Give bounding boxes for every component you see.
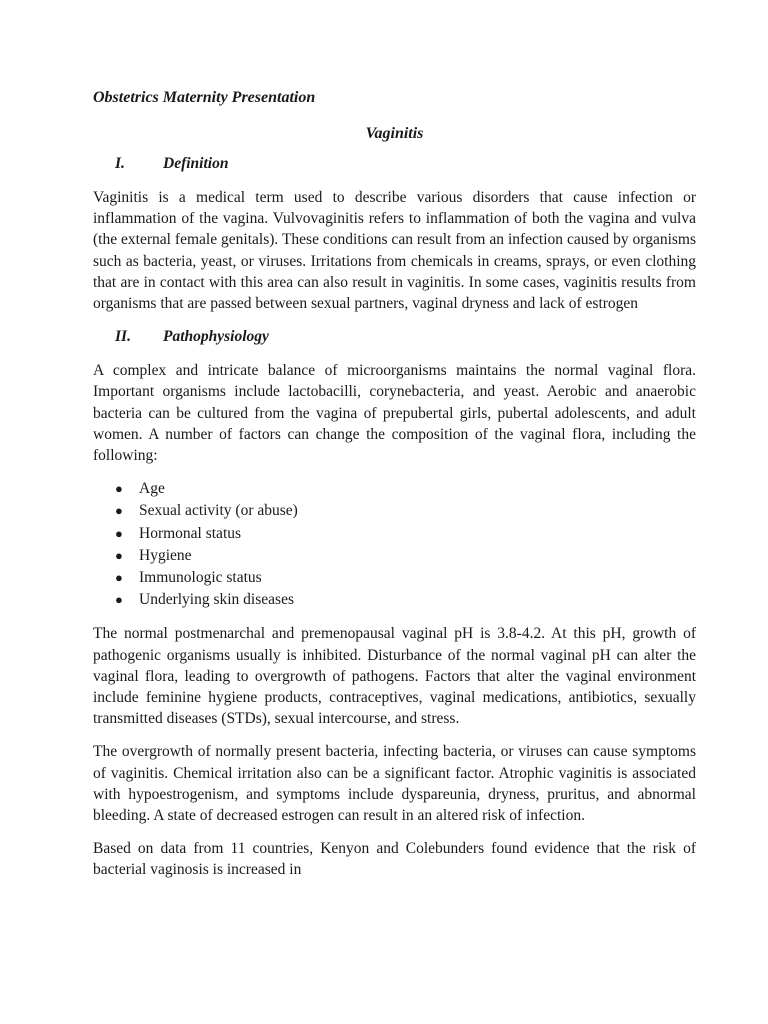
list-item: ● Immunologic status [115, 567, 696, 589]
bullet-icon: ● [115, 547, 123, 563]
list-item: ● Sexual activity (or abuse) [115, 500, 696, 522]
kenyon-colebunders-paragraph: Based on data from 11 countries, Kenyon and Colebunders found evidence that the risk of bacterial vaginosis is increased in [93, 840, 696, 879]
vaginal-ph-paragraph: The normal postmenarchal and premenopausal vaginal pH is 3.8-4.2. At this pH, growth of pathogenic organisms usually is inhibited. Disturbance of the normal vaginal pH can alter the vaginal flora, leading to overgrowth of pathogens. Factors that alter the vaginal environment include feminine hygiene products, contraceptives, vaginal medications, antibiotics, sexually transmitted diseases (STDs), sexual intercourse, and stress. [93, 625, 696, 728]
section-heading-definition [93, 153, 696, 175]
bullet-icon: ● [115, 592, 123, 608]
bullet-icon: ● [115, 570, 123, 586]
factors-list [93, 478, 696, 611]
list-item: ● Hormonal status [115, 523, 696, 545]
page-title: Vaginitis [365, 125, 424, 142]
bullet-icon: ● [115, 503, 123, 519]
section-heading-text: Pathophysiology [163, 328, 269, 346]
pathophysiology-intro-paragraph: A complex and intricate balance of microorganisms maintains the normal vaginal flora. Important organisms include lactobacilli, corynebacteria, and yeast. Aerobic and anaerobic bacteria can be cultured from the vagina of prepubertal girls, pubertal adolescents, and adult women. A number of factors can change the composition of the vaginal flora, including the following: [93, 362, 696, 465]
bullet-icon: ● [115, 525, 123, 541]
overgrowth-paragraph: The overgrowth of normally present bacteria, infecting bacteria, or viruses can cause symptoms of vaginitis. Chemical irritation also can be a significant factor. Atrophic vaginitis is associated with hypoestrogenism, and symptoms include dyspareunia, dryness, pruritus, and abnormal bleeding. A state of decreased estrogen can result in an altered risk of infection. [93, 743, 696, 825]
section-number: I. [115, 155, 125, 172]
section-number: II. [115, 328, 131, 346]
document-header-title: Obstetrics Maternity Presentation [93, 89, 316, 106]
definition-paragraph: Vaginitis is a medical term used to describe various disorders that cause infection or inflammation of the vagina. Vulvovaginitis refers to inflammation of both the vagina and vulva (the external female genitals). These conditions can result from an infection caused by organisms such as bacteria, yeast, or viruses. Irritations from chemicals in creams, sprays, or even clothing that are in contact with this area can also result in vaginitis. In some cases, vaginitis results from organisms that are passed between sexual partners, vaginal dryness and lack of estrogen [93, 189, 696, 313]
bullet-icon: ● [115, 481, 123, 497]
section-heading-pathophysiology [93, 326, 696, 348]
list-item: ● Age [115, 478, 696, 500]
list-item: ● Hygiene [115, 545, 696, 567]
section-heading-text: Definition [163, 155, 229, 172]
list-item: ● Underlying skin diseases [115, 589, 696, 611]
